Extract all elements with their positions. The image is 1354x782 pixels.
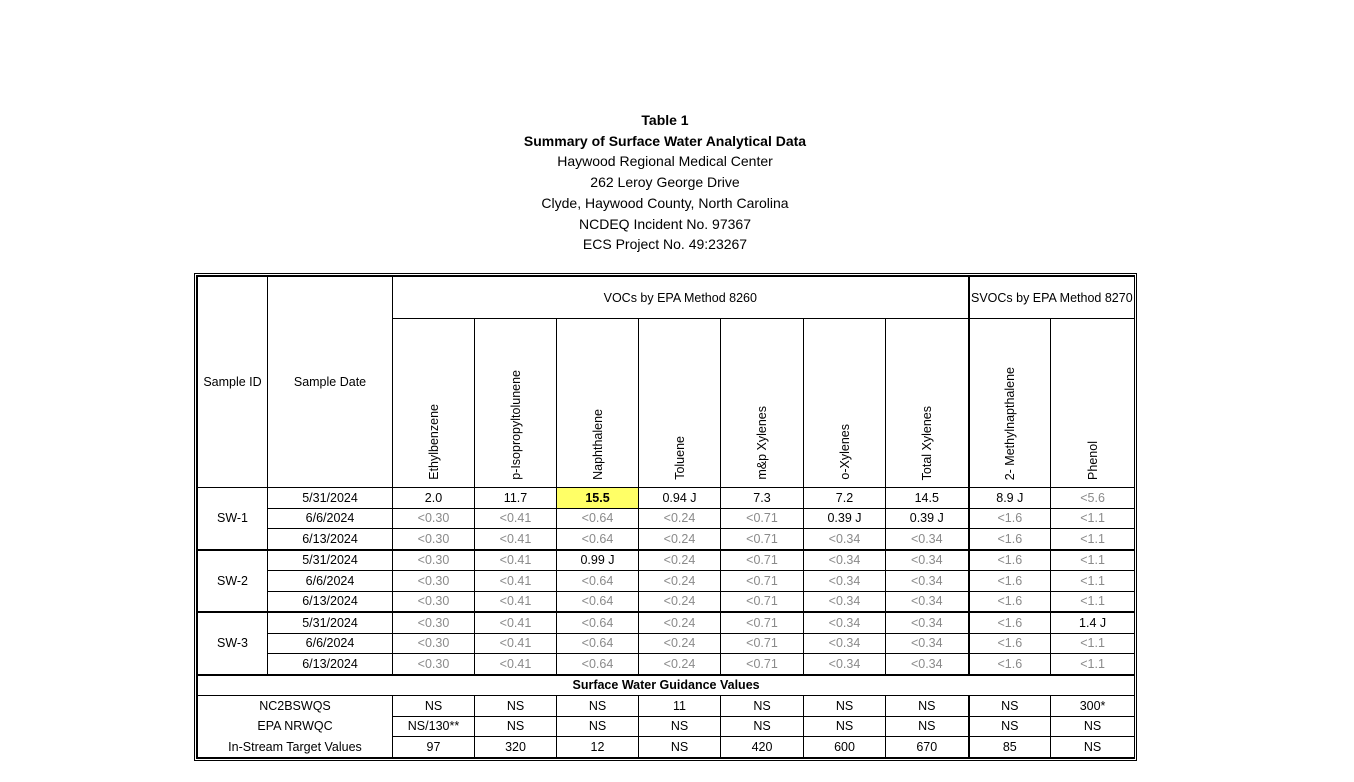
table-row bbox=[198, 488, 1135, 509]
guidance-value: NS bbox=[804, 716, 886, 737]
result-cell: <0.34 bbox=[804, 591, 886, 612]
result-cell: <0.30 bbox=[393, 550, 475, 571]
guidance-row bbox=[198, 696, 1135, 717]
guidance-value: NS bbox=[557, 696, 639, 717]
facility-name: Haywood Regional Medical Center bbox=[557, 153, 773, 170]
result-cell: 7.2 bbox=[804, 488, 886, 509]
result-cell: <0.64 bbox=[557, 612, 639, 633]
guidance-label: EPA NRWQC bbox=[198, 716, 393, 737]
table-row bbox=[198, 550, 1135, 571]
sample-date-header: Sample Date bbox=[268, 277, 393, 488]
result-cell: 0.94 J bbox=[639, 488, 721, 509]
analytical-data-table bbox=[194, 273, 1137, 761]
result-cell: <1.1 bbox=[1051, 654, 1135, 675]
guidance-value: NS bbox=[475, 696, 557, 717]
result-cell: <5.6 bbox=[1051, 488, 1135, 509]
result-cell: <0.64 bbox=[557, 591, 639, 612]
guidance-label: In-Stream Target Values bbox=[198, 737, 393, 758]
result-cell: <0.34 bbox=[886, 591, 969, 612]
result-cell: <0.64 bbox=[557, 654, 639, 675]
result-cell: <0.71 bbox=[721, 508, 804, 529]
result-cell: <1.6 bbox=[969, 591, 1051, 612]
result-cell: <0.34 bbox=[804, 529, 886, 550]
table-row bbox=[198, 654, 1135, 675]
analyte-label: Naphthalene bbox=[590, 409, 605, 480]
result-cell: <1.6 bbox=[969, 508, 1051, 529]
result-cell: 15.5 bbox=[557, 488, 639, 509]
result-cell: <1.6 bbox=[969, 633, 1051, 654]
table-row bbox=[198, 508, 1135, 529]
result-cell: <0.41 bbox=[475, 654, 557, 675]
result-cell: <0.30 bbox=[393, 591, 475, 612]
analyte-header bbox=[557, 319, 639, 488]
table-title: Summary of Surface Water Analytical Data bbox=[523, 132, 807, 149]
guidance-value: 300* bbox=[1051, 696, 1135, 717]
guidance-value: 11 bbox=[639, 696, 721, 717]
sample-id-cell: SW-1 bbox=[198, 488, 268, 550]
facility-location: Clyde, Haywood County, North Carolina bbox=[541, 194, 789, 211]
incident-number: NCDEQ Incident No. 97367 bbox=[579, 215, 751, 232]
result-cell: <0.34 bbox=[804, 571, 886, 592]
result-cell: <1.6 bbox=[969, 612, 1051, 633]
table-row bbox=[198, 612, 1135, 633]
guidance-value: 12 bbox=[557, 737, 639, 758]
guidance-value: 320 bbox=[475, 737, 557, 758]
analyte-label: m&p Xylenes bbox=[755, 406, 769, 480]
sample-date-cell: 6/6/2024 bbox=[268, 508, 393, 529]
result-cell: <0.34 bbox=[804, 612, 886, 633]
result-cell: <0.30 bbox=[393, 508, 475, 529]
result-cell: <0.71 bbox=[721, 654, 804, 675]
table-row bbox=[198, 571, 1135, 592]
analyte-header bbox=[393, 319, 475, 488]
result-cell: 0.99 J bbox=[557, 550, 639, 571]
sample-date-cell: 6/6/2024 bbox=[268, 571, 393, 592]
result-cell: <0.34 bbox=[804, 550, 886, 571]
result-cell: 1.4 J bbox=[1051, 612, 1135, 633]
sample-id-cell: SW-3 bbox=[198, 612, 268, 675]
result-cell: <0.24 bbox=[639, 508, 721, 529]
result-cell: <0.71 bbox=[721, 591, 804, 612]
result-cell: <0.41 bbox=[475, 529, 557, 550]
analyte-label: Total Xylenes bbox=[919, 405, 934, 480]
analyte-header bbox=[804, 319, 886, 488]
result-cell: <0.41 bbox=[475, 550, 557, 571]
analyte-header bbox=[721, 319, 804, 488]
analyte-label: Phenol bbox=[1085, 441, 1100, 480]
result-cell: 0.39 J bbox=[804, 508, 886, 529]
result-cell: <0.71 bbox=[721, 612, 804, 633]
result-cell: <0.71 bbox=[721, 550, 804, 571]
guidance-value: NS bbox=[393, 696, 475, 717]
result-cell: <0.34 bbox=[804, 633, 886, 654]
guidance-value: NS bbox=[557, 716, 639, 737]
sample-date-cell: 6/13/2024 bbox=[268, 654, 393, 675]
sample-date-cell: 6/13/2024 bbox=[268, 591, 393, 612]
result-cell: <1.1 bbox=[1051, 591, 1135, 612]
analyte-label: Toluene bbox=[672, 436, 687, 480]
guidance-value: NS bbox=[969, 696, 1051, 717]
result-cell: <0.64 bbox=[557, 633, 639, 654]
voc-group-header: VOCs by EPA Method 8260 bbox=[393, 277, 969, 319]
sample-id-cell: SW-2 bbox=[198, 550, 268, 613]
result-cell: <0.24 bbox=[639, 591, 721, 612]
guidance-title-row bbox=[198, 675, 1135, 696]
result-cell: <0.64 bbox=[557, 571, 639, 592]
analyte-label: p-Isopropyltolunene bbox=[508, 370, 523, 480]
result-cell: <1.1 bbox=[1051, 508, 1135, 529]
guidance-value: 97 bbox=[393, 737, 475, 758]
svoc-group-header: SVOCs by EPA Method 8270 bbox=[969, 277, 1135, 319]
guidance-value: NS bbox=[886, 696, 969, 717]
guidance-value: 670 bbox=[886, 737, 969, 758]
guidance-value: NS bbox=[969, 716, 1051, 737]
result-cell: <0.30 bbox=[393, 612, 475, 633]
guidance-value: 600 bbox=[804, 737, 886, 758]
guidance-title: Surface Water Guidance Values bbox=[198, 675, 1135, 696]
guidance-value: NS bbox=[1051, 737, 1135, 758]
analyte-label: Ethylbenzene bbox=[426, 404, 441, 480]
result-cell: 7.3 bbox=[721, 488, 804, 509]
result-cell: <1.6 bbox=[969, 654, 1051, 675]
sample-date-cell: 5/31/2024 bbox=[268, 488, 393, 509]
result-cell: <1.6 bbox=[969, 571, 1051, 592]
result-cell: 11.7 bbox=[475, 488, 557, 509]
result-cell: <1.1 bbox=[1051, 633, 1135, 654]
guidance-value: NS bbox=[721, 696, 804, 717]
result-cell: <0.34 bbox=[886, 654, 969, 675]
guidance-value: NS/130** bbox=[393, 716, 475, 737]
result-cell: <1.1 bbox=[1051, 571, 1135, 592]
sample-date-cell: 5/31/2024 bbox=[268, 550, 393, 571]
result-cell: <0.30 bbox=[393, 654, 475, 675]
result-cell: <0.64 bbox=[557, 529, 639, 550]
sample-date-cell: 6/6/2024 bbox=[268, 633, 393, 654]
table-row bbox=[198, 529, 1135, 550]
result-cell: <1.6 bbox=[969, 529, 1051, 550]
guidance-label: NC2BSWQS bbox=[198, 696, 393, 717]
analyte-header bbox=[475, 319, 557, 488]
result-cell: <0.34 bbox=[886, 633, 969, 654]
table-row bbox=[198, 633, 1135, 654]
result-cell: <0.24 bbox=[639, 529, 721, 550]
guidance-value: NS bbox=[639, 716, 721, 737]
result-cell: <0.34 bbox=[886, 612, 969, 633]
result-cell: <0.30 bbox=[393, 529, 475, 550]
result-cell: <0.41 bbox=[475, 571, 557, 592]
result-cell: <0.41 bbox=[475, 633, 557, 654]
result-cell: 0.39 J bbox=[886, 508, 969, 529]
result-cell: <0.34 bbox=[886, 529, 969, 550]
result-cell: <0.24 bbox=[639, 633, 721, 654]
result-cell: <0.41 bbox=[475, 508, 557, 529]
analyte-label: 2- Methylnapthalene bbox=[1002, 366, 1017, 480]
result-cell: <1.1 bbox=[1051, 529, 1135, 550]
result-cell: <0.41 bbox=[475, 591, 557, 612]
guidance-row bbox=[198, 716, 1135, 737]
result-cell: <0.34 bbox=[804, 654, 886, 675]
document-header bbox=[0, 110, 1330, 255]
guidance-value: NS bbox=[639, 737, 721, 758]
result-cell: <0.34 bbox=[886, 550, 969, 571]
result-cell: 2.0 bbox=[393, 488, 475, 509]
guidance-value: NS bbox=[721, 716, 804, 737]
result-cell: 14.5 bbox=[886, 488, 969, 509]
result-cell: <0.41 bbox=[475, 612, 557, 633]
result-cell: <0.24 bbox=[639, 571, 721, 592]
guidance-value: NS bbox=[475, 716, 557, 737]
sample-date-cell: 5/31/2024 bbox=[268, 612, 393, 633]
guidance-value: NS bbox=[886, 716, 969, 737]
result-cell: <1.1 bbox=[1051, 550, 1135, 571]
result-cell: <0.64 bbox=[557, 508, 639, 529]
facility-address: 262 Leroy George Drive bbox=[590, 174, 740, 191]
result-cell: <0.71 bbox=[721, 633, 804, 654]
analyte-label: o-Xylenes bbox=[837, 424, 852, 480]
guidance-value: NS bbox=[804, 696, 886, 717]
guidance-value: NS bbox=[1051, 716, 1135, 737]
analyte-header bbox=[639, 319, 721, 488]
guidance-value: 85 bbox=[969, 737, 1051, 758]
guidance-value: 420 bbox=[721, 737, 804, 758]
result-cell: <0.30 bbox=[393, 571, 475, 592]
analyte-header bbox=[1051, 319, 1135, 488]
result-cell: <0.34 bbox=[886, 571, 969, 592]
result-cell: <0.24 bbox=[639, 612, 721, 633]
result-cell: 8.9 J bbox=[969, 488, 1051, 509]
analyte-header bbox=[969, 319, 1051, 488]
result-cell: <0.24 bbox=[639, 550, 721, 571]
table-number: Table 1 bbox=[641, 112, 689, 128]
project-number: ECS Project No. 49:23267 bbox=[582, 236, 748, 253]
table-row bbox=[198, 591, 1135, 612]
result-cell: <0.71 bbox=[721, 529, 804, 550]
sample-date-cell: 6/13/2024 bbox=[268, 529, 393, 550]
analyte-header bbox=[886, 319, 969, 488]
result-cell: <1.6 bbox=[969, 550, 1051, 571]
guidance-row bbox=[198, 737, 1135, 758]
result-cell: <0.30 bbox=[393, 633, 475, 654]
sample-id-header: Sample ID bbox=[198, 277, 268, 488]
result-cell: <0.71 bbox=[721, 571, 804, 592]
result-cell: <0.24 bbox=[639, 654, 721, 675]
